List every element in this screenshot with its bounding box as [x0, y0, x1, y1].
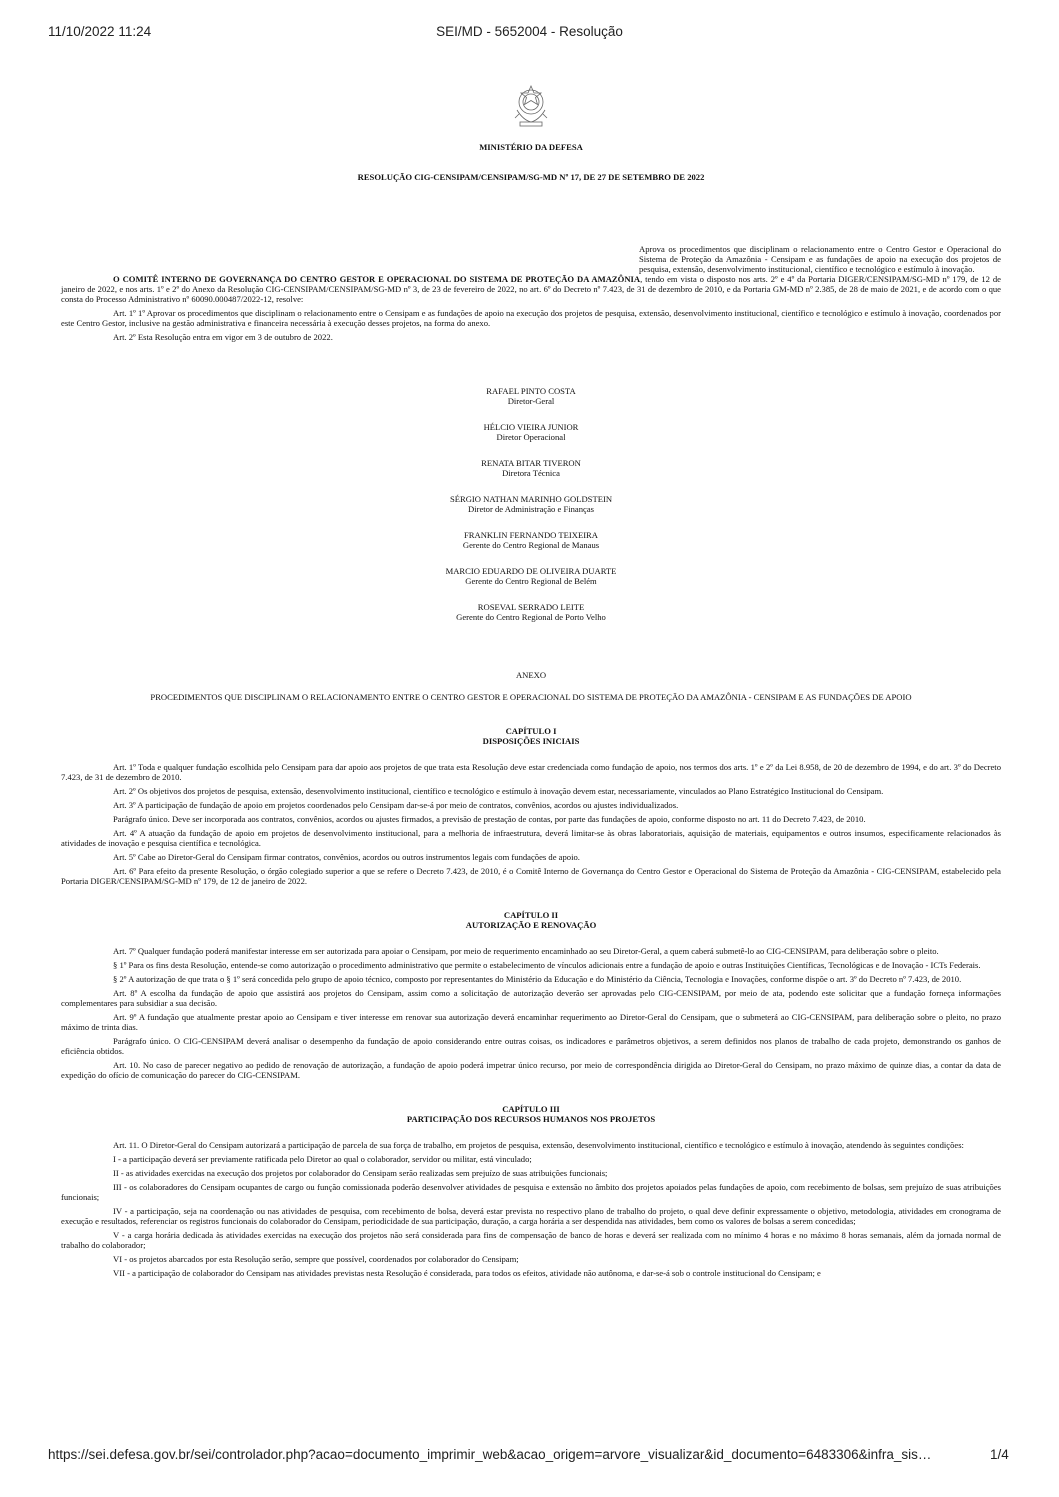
article-paragraph: Art. 6º Para efeito da presente Resolução, o órgão colegiado superior a que se refere o Decreto 7.423, de 2010, é o Comitê Interno de Governança do Centro Gestor e Operacional do Sistema de Proteção da Amazônia - CIG-CENSIPAM, estabelecido pela Portaria DIGER/CENSIPAM/SG-MD nº 179, de 12 de janeiro de 2022.: [61, 866, 1001, 886]
article-paragraph: § 1º Para os fins desta Resolução, entende-se como autorização o procedimento administrativo que permite o estabelecimento de vínculos adicionais entre a fundação de apoio e outras Instituições Científicas, Tecnológicas e de Inovação - ICTs Federais.: [113, 960, 981, 970]
signer: [61, 386, 1001, 406]
article-paragraph: II - as atividades exercidas na execução dos projetos por colaborador do Censipam serão realizadas sem prejuízo de suas atribuições funcionais;: [113, 1168, 608, 1178]
ministry-name: MINISTÉRIO DA DEFESA: [479, 142, 583, 152]
signer-name: SÉRGIO NATHAN MARINHO GOLDSTEIN: [449, 494, 613, 504]
article-paragraph: VII - a participação de colaborador do Censipam nas atividades previstas nesta Resolução é considerada, para todos os efeitos, atividade não autônoma, e dar-se-á sob o controle institucional do Censipam; e: [113, 1268, 821, 1278]
preamble-text: , tendo em vista o disposto nos arts. 2º e 4º da Portaria DIGER/CENSIPAM/SG-MD nº 179, de 12 de janeiro de 2022, e nos arts. 1º e 2º do Anexo da Resolução CIG-CENSIPAM/CENSIPAM/SG-MD nº 3, de 23 de fevereiro de 2022, no art. 6º do Decreto nº 7.423, de 31 de dezembro de 2010, e da Portaria GM-MD nº 2.385, de 28 de maio de 2021, e de acordo com o que consta do Processo Administrativo nº 60090.000487/2022-12, resolve:: [61, 274, 1001, 304]
signer-role: Diretora Técnica: [502, 468, 560, 478]
print-datetime: 11/10/2022 11:24: [48, 24, 152, 39]
chapter-number: CAPÍTULO I: [505, 726, 557, 736]
signer: [61, 530, 1001, 550]
article-paragraph: Parágrafo único. O CIG-CENSIPAM deverá analisar o desempenho da fundação de apoio considerando entre outras coisas, os indicadores e parâmetros objetivos, a serem definidos nos planos de trabalho de cada projeto, demonstrando os ganhos de eficiência obtidos.: [61, 1036, 1001, 1056]
signer-name: RAFAEL PINTO COSTA: [486, 386, 576, 396]
article-paragraph: Art. 8º A escolha da fundação de apoio que assistirá aos projetos do Censipam, assim como a solicitação de autorização deverão ser aprovadas pelo CIG-CENSIPAM, por meio de ata, podendo este solicitar que a fundação forneça informações complementares para subsidiar a sua decisão.: [61, 988, 1001, 1008]
chapter-heading: [61, 726, 1001, 746]
resolution-title: RESOLUÇÃO CIG-CENSIPAM/CENSIPAM/SG-MD Nº 17, DE 27 DE SETEMBRO DE 2022: [357, 172, 705, 182]
signer-name: MARCIO EDUARDO DE OLIVEIRA DUARTE: [445, 566, 617, 576]
coat-of-arms-icon: [511, 84, 551, 130]
chapter-number: CAPÍTULO III: [502, 1104, 560, 1114]
article-paragraph: Art. 5º Cabe ao Diretor-Geral do Censipam firmar contratos, convênios, acordos ou outros instrumentos legais com fundações de apoio.: [113, 852, 580, 862]
signer-name: ROSEVAL SERRADO LEITE: [477, 602, 585, 612]
article-1: Art. 1º 1º Aprovar os procedimentos que disciplinam o relacionamento entre o Censipam e as fundações de apoio na execução dos projetos de pesquisa, extensão, desenvolvimento institucional, científico e tecnológico e estímulo à inovação, coordenados por este Centro Gestor, inclusive na gestão administrativa e financeira necessária à execução desses projetos, na forma do anexo.: [61, 308, 1001, 328]
signer-name: RENATA BITAR TIVERON: [481, 458, 581, 468]
signer-role: Gerente do Centro Regional de Manaus: [462, 540, 600, 550]
article-paragraph: Parágrafo único. Deve ser incorporada aos contratos, convênios, acordos ou ajustes firmados, a previsão de prestação de contas, por parte das fundações de apoio, conforme disposto no art. 11 do Decreto 7.423, de 2010.: [113, 814, 866, 824]
document-body: [61, 84, 1001, 1282]
article-paragraph: Art. 7º Qualquer fundação poderá manifestar interesse em ser autorizada para apoiar o Censipam, por meio de requerimento encaminhado ao seu Diretor-Geral, a quem caberá submetê-lo ao CIG-CENSIPAM, para deliberação sobre o pleito.: [113, 946, 939, 956]
annex-label: ANEXO: [515, 670, 547, 680]
article-paragraph: VI - os projetos abarcados por esta Resolução serão, sempre que possível, coordenados por colaborador do Censipam;: [113, 1254, 519, 1264]
chapter-title: AUTORIZAÇÃO E RENOVAÇÃO: [465, 920, 597, 930]
article-paragraph: Art. 2º Os objetivos dos projetos de pesquisa, extensão, desenvolvimento institucional, científico e tecnológico e estímulo à inovação devem estar, necessariamente, vinculados ao Plano Estratégico Institucional do Censipam.: [113, 786, 884, 796]
article-paragraph: § 2º A autorização de que trata o § 1º será concedida pelo grupo de apoio técnico, composto por representantes do Ministério da Educação e do Ministério da Ciência, Tecnologia e Inovações, conforme dispõe o art. 3º do Decreto nº 7.423, de 2010.: [113, 974, 962, 984]
article-paragraph: Art. 10. No caso de parecer negativo ao pedido de renovação de autorização, a fundação de apoio poderá impetrar único recurso, por meio de correspondência dirigida ao Diretor-Geral do Censipam, no prazo máximo de quinze dias, a contar da data de expedição do ofício de comunicação do parecer do CIG-CENSIPAM.: [61, 1060, 1001, 1080]
signer-role: Diretor de Administração e Finanças: [467, 504, 594, 514]
signer: [61, 458, 1001, 478]
signer-role: Diretor-Geral: [507, 396, 555, 406]
signer: [61, 602, 1001, 622]
chapter-title: DISPOSIÇÕES INICIAIS: [482, 736, 580, 746]
chapter-number: CAPÍTULO II: [503, 910, 559, 920]
preamble: [61, 274, 1001, 304]
article-paragraph: Art. 9º A fundação que atualmente prestar apoio ao Censipam e tiver interesse em renovar sua autorização deverá encaminhar requerimento ao Diretor-Geral do Censipam, que o submeterá ao CIG-CENSIPAM, para deliberação sobre o pleito, no prazo máximo de trinta dias.: [61, 1012, 1001, 1032]
print-page-title: SEI/MD - 5652004 - Resolução: [436, 24, 623, 39]
chapter-heading: [61, 910, 1001, 930]
preamble-committee: O COMITÊ INTERNO DE GOVERNANÇA DO CENTRO GESTOR E OPERACIONAL DO SISTEMA DE PROTEÇÃO DA AMAZÔNIA: [113, 274, 641, 284]
article-paragraph: V - a carga horária dedicada às atividades exercidas na execução dos projetos não será considerada para fins de compensação de banco de horas e deverá ser realizada com no mínimo 4 horas e no máximo 8 horas semanais, além da jornada normal de trabalho do colaborador;: [61, 1230, 1001, 1250]
article-paragraph: Art. 11. O Diretor-Geral do Censipam autorizará a participação de parcela de sua força de trabalho, em projetos de pesquisa, extensão, desenvolvimento institucional, científico e tecnológico e estímulo à inovação, atendendo às seguintes condições:: [113, 1140, 964, 1150]
signer: [61, 566, 1001, 586]
chapter-heading: [61, 1104, 1001, 1124]
chapter-title: PARTICIPAÇÃO DOS RECURSOS HUMANOS NOS PROJETOS: [406, 1114, 656, 1124]
article-2: Art. 2º Esta Resolução entra em vigor em 3 de outubro de 2022.: [113, 332, 333, 342]
article-paragraph: I - a participação deverá ser previamente ratificada pelo Diretor ao qual o colaborador, servidor ou militar, está vinculado;: [113, 1154, 532, 1164]
article-paragraph: Art. 4º A atuação da fundação de apoio em projetos de desenvolvimento institucional, para a melhoria de infraestrutura, deverá limitar-se às obras laboratoriais, aquisição de materiais, equipamentos e outros insumos, especificamente relacionados às atividades de inovação e pesquisa científica e tecnológica.: [61, 828, 1001, 848]
print-url: https://sei.defesa.gov.br/sei/controlador.php?acao=documento_imprimir_web&acao_origem=arvore_visualizar&id_documento=6483306&infra_sis…: [48, 1447, 932, 1462]
ementa: Aprova os procedimentos que disciplinam o relacionamento entre o Centro Gestor e Operacional do Sistema de Proteção da Amazônia - Censipam e as fundações de apoio na execução dos projetos de pesquisa, extensão, desenvolvimento institucional, científico e tecnológico e estímulo à inovação.: [639, 244, 1001, 274]
page-number: 1/4: [990, 1447, 1009, 1462]
signature-block: [61, 386, 1001, 622]
annex-title: PROCEDIMENTOS QUE DISCIPLINAM O RELACIONAMENTO ENTRE O CENTRO GESTOR E OPERACIONAL DO SISTEMA DE PROTEÇÃO DA AMAZÔNIA - CENSIPAM E AS FUNDAÇÕES DE APOIO: [150, 692, 912, 702]
signer-role: Gerente do Centro Regional de Belém: [465, 576, 597, 586]
article-paragraph: Art. 1º Toda e qualquer fundação escolhida pelo Censipam para dar apoio aos projetos de que trata esta Resolução deve estar credenciada como fundação de apoio, nos termos dos arts. 1º e 2º da Lei 8.958, de 20 de dezembro de 1994, e do art. 3º do Decreto 7.423, de 31 de dezembro de 2010.: [61, 762, 1001, 782]
article-paragraph: IV - a participação, seja na coordenação ou nas atividades de pesquisa, com recebimento de bolsa, deverá estar prevista no respectivo plano de trabalho do projeto, o qual deve definir expressamente o objetivo, metodologia, atividades em cronograma de execução e resultados, referenciar os registros funcionais do colaborador do Censipam, periodicidade de sua participação, duração, a carga horária a ser despendida nas atividades, bem como os valores de bolsas a serem concedidas;: [61, 1206, 1001, 1226]
signer-name: HÉLCIO VIEIRA JUNIOR: [483, 422, 579, 432]
signer: [61, 422, 1001, 442]
signer-name: FRANKLIN FERNANDO TEIXEIRA: [464, 530, 598, 540]
signer-role: Diretor Operacional: [496, 432, 566, 442]
article-paragraph: Art. 3º A participação de fundação de apoio em projetos coordenados pelo Censipam dar-se-á por meio de contratos, convênios, acordos ou ajustes individualizados.: [113, 800, 679, 810]
signer: [61, 494, 1001, 514]
signer-role: Gerente do Centro Regional de Porto Velho: [456, 612, 606, 622]
article-paragraph: III - os colaboradores do Censipam ocupantes de cargo ou função comissionada poderão desenvolver atividades de pesquisa e extensão no âmbito dos projetos apoiados pelas fundações de apoio, com recebimento de bolsas, sem prejuízo de suas atribuições funcionais;: [61, 1182, 1001, 1202]
